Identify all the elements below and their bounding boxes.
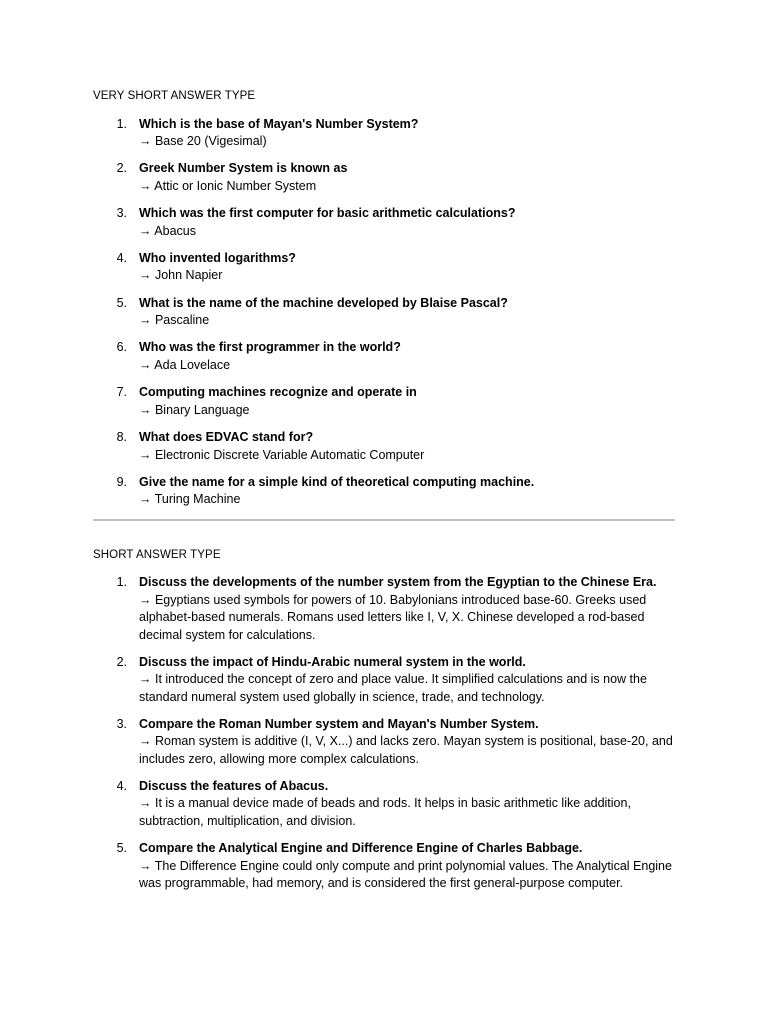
answer: → It is a manual device made of beads and rods. It helps in basic arithmetic like addition, subtraction, multiplication, and division. [139,796,631,828]
item-number: 9. [116,474,127,489]
item-number: 4. [116,778,127,793]
item-number: 3. [116,716,127,731]
very-short-section [93,88,675,509]
answer: → Pascaline [139,313,210,328]
question: Which is the base of Mayan's Number System? [139,116,419,131]
answer: → Electronic Discrete Variable Automatic Computer [139,447,425,462]
list-item [93,840,675,893]
item-number: 2. [116,654,127,669]
question: Discuss the impact of Hindu-Arabic numeral system in the world. [139,654,526,669]
answer: → Attic or Ionic Number System [139,178,317,193]
item-number: 7. [116,385,127,400]
list-item [93,295,675,330]
question: Who was the first programmer in the world? [139,340,401,355]
list-item [93,339,675,374]
list-item [93,116,675,151]
answer: → Base 20 (Vigesimal) [139,134,267,148]
list-item [93,654,675,707]
answer: → Abacus [139,223,196,238]
list-item [93,429,675,464]
answer: → It introduced the concept of zero and place value. It simplified calculations and is now the standard numeral system used globally in science, trade, and technology. [139,672,647,704]
question: Discuss the features of Abacus. [139,778,329,793]
item-number: 2. [116,161,127,176]
short-answer-section [93,547,675,893]
question: Give the name for a simple kind of theoretical computing machine. [139,474,535,489]
question: Compare the Roman Number system and Mayan's Number System. [139,716,539,731]
answer: → Turing Machine [139,492,241,507]
answer: → Roman system is additive (I, V, X...) and lacks zero. Mayan system is positional, base-20, and includes zero, allowing more complex calculations. [139,734,673,766]
question: Discuss the developments of the number system from the Egyptian to the Chinese Era. [139,575,657,590]
question-list [93,116,675,509]
answer: → Egyptians used symbols for powers of 10. Babylonians introduced base-60. Greeks used alphabet-based numerals. Romans used letters like I, V, X. Chinese developed a rod-based decimal system for calculations. [139,592,647,642]
list-item [93,474,675,509]
list-item [93,716,675,769]
question: What does EDVAC stand for? [139,430,314,445]
question: Which was the first computer for basic arithmetic calculations? [139,206,516,221]
item-number: 4. [116,250,127,265]
list-item [93,205,675,240]
question: What is the name of the machine developed by Blaise Pascal? [139,295,508,310]
item-number: 1. [116,575,127,590]
item-number: 3. [116,206,127,221]
answer: → Ada Lovelace [139,357,231,372]
list-item [93,778,675,831]
answer: → Binary Language [139,402,250,417]
item-number: 5. [116,295,127,310]
list-item [93,160,675,195]
item-number: 5. [116,841,127,856]
item-number: 1. [116,116,127,131]
list-item [93,250,675,285]
section-title: VERY SHORT ANSWER TYPE [93,90,256,102]
list-item [93,384,675,419]
question: Compare the Analytical Engine and Difference Engine of Charles Babbage. [139,841,583,856]
answer: → The Difference Engine could only compute and print polynomial values. The Analytical Engine was programmable, had memory, and is considered the first general-purpose computer. [139,858,672,891]
question: Computing machines recognize and operate in [139,385,417,400]
section-title: SHORT ANSWER TYPE [93,548,221,561]
item-number: 6. [116,340,127,355]
horizontal-divider [93,519,675,521]
question: Greek Number System is known as [139,161,348,176]
question-list [93,574,675,892]
item-number: 8. [116,430,127,445]
answer: → John Napier [139,268,223,283]
document-page [93,88,675,902]
question: Who invented logarithms? [139,250,296,265]
list-item [93,574,675,644]
